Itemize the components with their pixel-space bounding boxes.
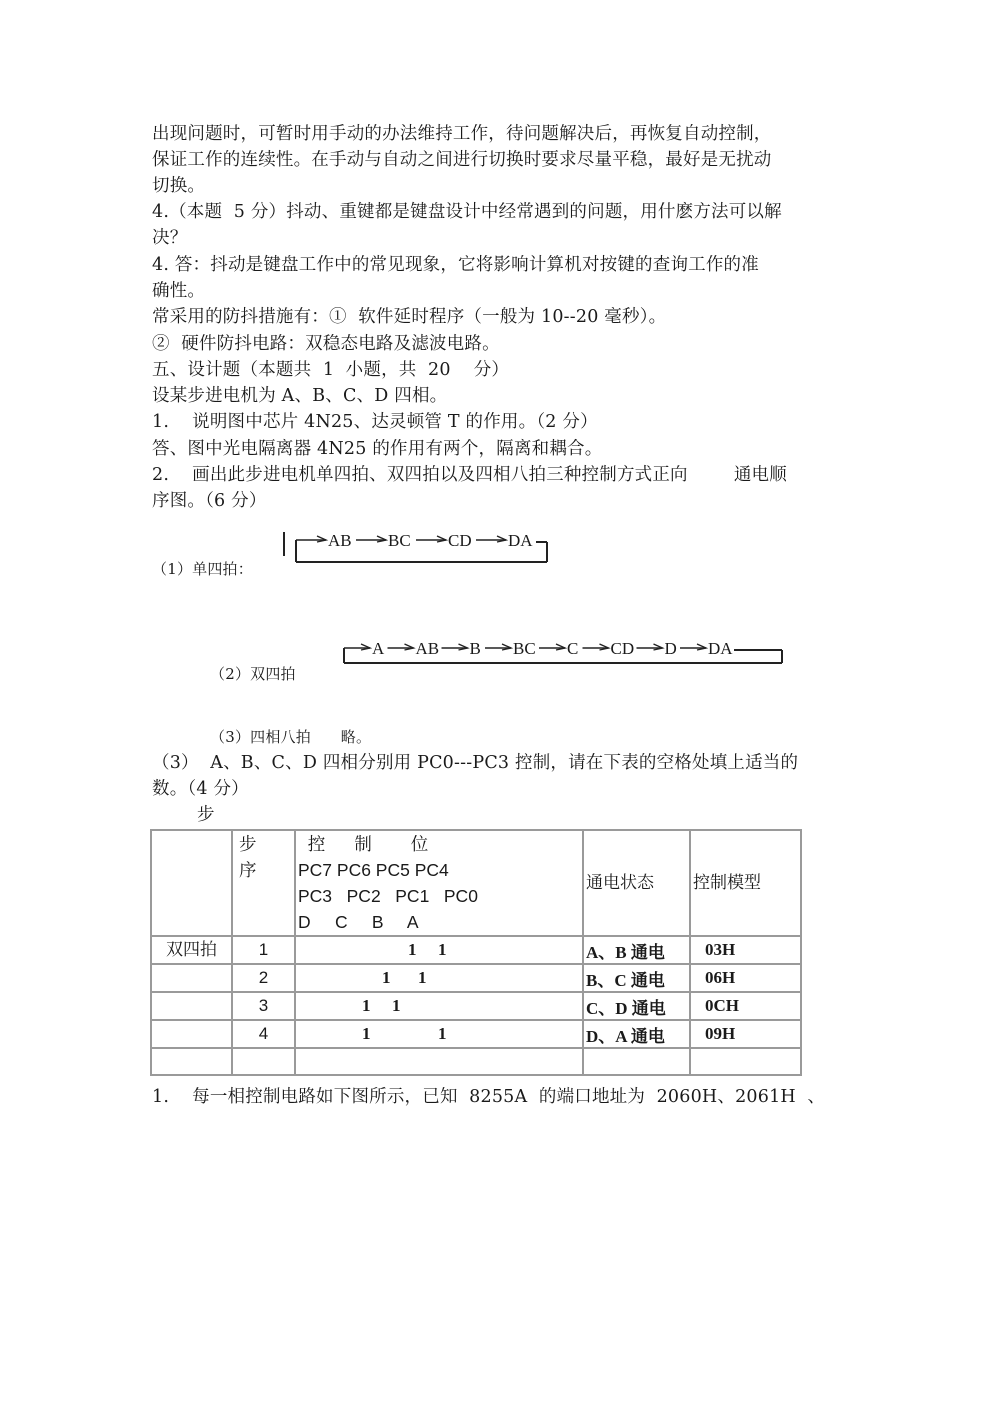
- model-cell: 06H: [690, 964, 801, 992]
- state-cell: C、D 通电: [583, 992, 690, 1020]
- state-label: DA: [508, 531, 533, 550]
- header-bits-high: PC7 PC6 PC5 PC4: [298, 860, 449, 880]
- table-row: [151, 992, 801, 1020]
- step-cell: 1: [232, 936, 295, 964]
- header-step-cell: [232, 830, 295, 936]
- state-label: CD: [448, 531, 472, 550]
- double-four-beat-diagram: [340, 633, 790, 673]
- header-step-l2: 序: [239, 860, 257, 880]
- state-label: AB: [415, 639, 440, 658]
- header-step-l1: 步: [239, 834, 257, 854]
- label-single-four-beat: （1）单四拍：: [152, 560, 253, 578]
- step-cell: 2: [232, 964, 295, 992]
- table-header-row: [151, 830, 801, 936]
- header-bits-phases: D C B A: [298, 912, 419, 932]
- state-cell: B、C 通电: [583, 964, 690, 992]
- bit-value: 1: [362, 996, 371, 1015]
- header-model: 控制模型: [690, 830, 801, 936]
- paragraph-line: 保证工作的连续性。在手动与自动之间进行切换时要求尽量平稳，最好是无扰动: [152, 150, 772, 170]
- arrow-head-icon: [437, 536, 446, 542]
- mode-cell: [151, 964, 232, 992]
- arrow-head-icon: [377, 536, 386, 542]
- state-label: A: [372, 639, 385, 658]
- state-cell: A、B 通电: [583, 936, 690, 964]
- arrow-head-icon: [556, 644, 565, 650]
- bit-value: 1: [438, 940, 447, 959]
- header-state: 通电状态: [583, 830, 690, 936]
- bits-cell: [295, 964, 583, 992]
- single-four-beat-diagram: [282, 526, 562, 570]
- arrow-head-icon: [405, 644, 414, 650]
- answer-4-hardware: ② 硬件防抖电路：双稳态电路及滤波电路。: [152, 334, 500, 354]
- header-bits-title: 控 制 位: [298, 834, 429, 854]
- arrow-head-icon: [497, 536, 506, 542]
- step-cell: [232, 1048, 295, 1075]
- question-2: 2. 画出此步进电机单四拍、双四拍以及四相八拍三种控制方式正向 通电顺: [152, 465, 787, 485]
- question-3: （3） A、B、C、D 四相分别用 PC0---PC3 控制，请在下表的空格处填上适当的: [152, 753, 799, 773]
- question-1: 1. 说明图中芯片 4N25、达灵顿管 T 的作用。（2 分）: [152, 412, 598, 432]
- state-cell: [583, 1048, 690, 1075]
- table-row-empty: [151, 1048, 801, 1075]
- answer-1: 答、图中光电隔离器 4N25 的作用有两个，隔离和耦合。: [152, 439, 603, 459]
- state-label: D: [664, 639, 677, 658]
- step-cell: 4: [232, 1020, 295, 1048]
- table-row: [151, 936, 801, 964]
- bits-cell: [295, 1048, 583, 1075]
- stray-step-char: 步: [197, 805, 215, 825]
- header-bits-cell: [295, 830, 583, 936]
- question-4: 4.（本题 5 分）抖动、重键都是键盘设计中经常遇到的问题，用什麽方法可以解: [152, 202, 782, 222]
- bit-value: 1: [392, 996, 401, 1015]
- bit-value: 1: [418, 968, 427, 987]
- bits-cell: [295, 1020, 583, 1048]
- bits-cell: [295, 992, 583, 1020]
- mode-cell: [151, 1048, 232, 1075]
- control-table: [150, 829, 802, 1076]
- step-cell: 3: [232, 992, 295, 1020]
- question-3-cont: 数。（4 分）: [152, 779, 249, 799]
- mode-cell: [151, 1020, 232, 1048]
- mode-cell: [151, 992, 232, 1020]
- header-mode-cell: [151, 830, 232, 936]
- model-cell: [690, 1048, 801, 1075]
- state-label: AB: [328, 531, 352, 550]
- arrow-head-icon: [317, 536, 326, 542]
- section-5-title: 五、设计题（本题共 1 小题，共 20 分）: [152, 360, 510, 380]
- answer-4: 4. 答：抖动是键盘工作中的常见现象，它将影响计算机对按键的查询工作的准: [152, 255, 759, 275]
- state-cell: D、A 通电: [583, 1020, 690, 1048]
- state-label: DA: [708, 639, 733, 658]
- state-label: B: [469, 639, 481, 658]
- mode-cell: 双四拍: [151, 936, 232, 964]
- state-label: C: [567, 639, 579, 658]
- arrow-head-icon: [697, 644, 706, 650]
- state-label: CD: [610, 639, 635, 658]
- question-last: 1. 每一相控制电路如下图所示，已知 8255A 的端口地址为 2060H、2061H 、: [152, 1087, 826, 1107]
- arrow-head-icon: [654, 644, 663, 650]
- state-label: BC: [513, 639, 536, 658]
- paragraph-line: 出现问题时，可暂时用手动的办法维持工作，待问题解决后，再恢复自动控制，: [152, 124, 772, 144]
- model-cell: 03H: [690, 936, 801, 964]
- table-row: [151, 1020, 801, 1048]
- state-label: BC: [388, 531, 411, 550]
- paragraph-line: 切换。: [152, 176, 206, 196]
- bit-value: 1: [408, 940, 417, 959]
- model-cell: 0CH: [690, 992, 801, 1020]
- label-eight-beat: （3）四相八拍 略。: [210, 728, 372, 746]
- arrow-head-icon: [459, 644, 468, 650]
- arrow-head-icon: [361, 644, 370, 650]
- bit-value: 1: [438, 1024, 447, 1043]
- label-double-four-beat: （2）双四拍: [210, 665, 296, 683]
- bit-value: 1: [382, 968, 391, 987]
- answer-4-software: 常采用的防抖措施有：① 软件延时程序（一般为 10--20 毫秒）。: [152, 307, 667, 327]
- table-row: [151, 964, 801, 992]
- arrow-head-icon: [600, 644, 609, 650]
- section-5-intro: 设某步进电机为 A、B、C、D 四相。: [152, 386, 448, 406]
- bits-cell: [295, 936, 583, 964]
- header-bits-low: PC3 PC2 PC1 PC0: [298, 886, 478, 906]
- question-4-cont: 决？: [152, 228, 188, 248]
- arrow-head-icon: [502, 644, 511, 650]
- question-2-cont: 序图。（6 分）: [152, 491, 267, 511]
- bit-value: 1: [362, 1024, 371, 1043]
- model-cell: 09H: [690, 1020, 801, 1048]
- answer-4-cont: 确性。: [152, 281, 206, 301]
